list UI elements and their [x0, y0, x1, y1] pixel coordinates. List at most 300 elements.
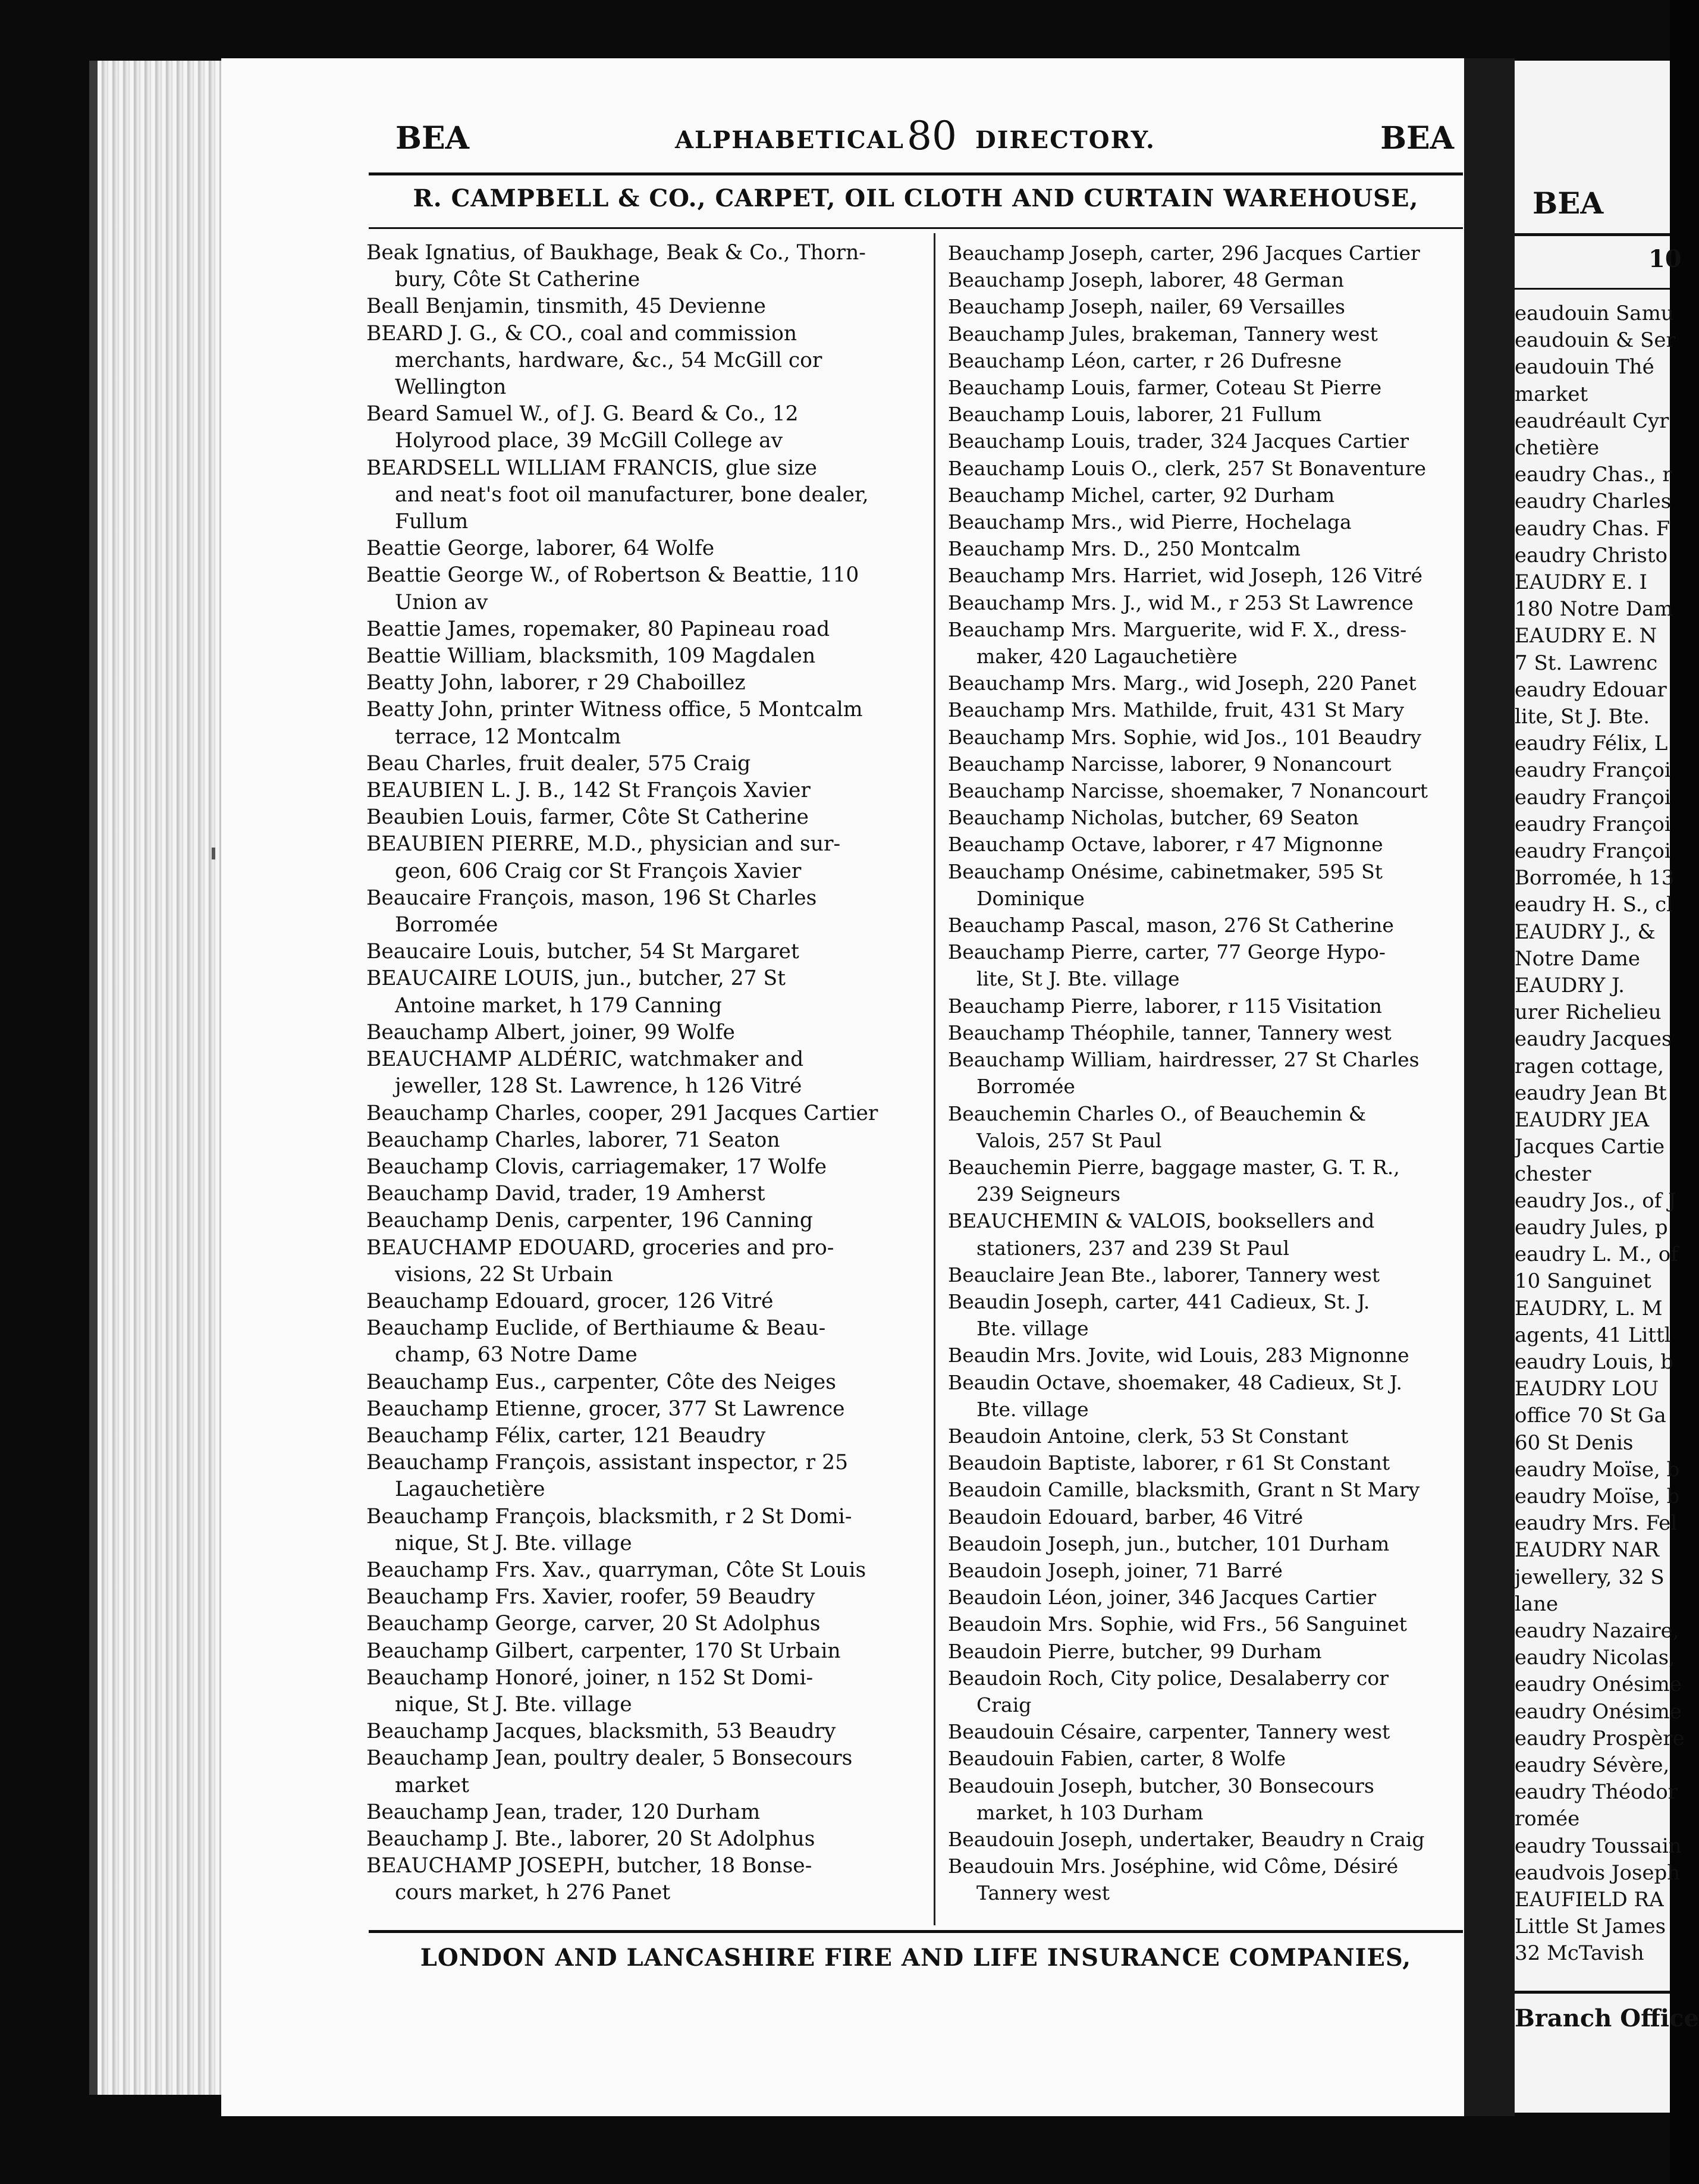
adjacent-line: chester	[1515, 1162, 1591, 1186]
adjacent-line: eaudry Moïse, b	[1515, 1457, 1680, 1482]
directory-entry	[948, 1504, 1465, 1530]
adjacent-line: jewellery, 32 S	[1515, 1565, 1665, 1589]
directory-entry	[366, 885, 925, 939]
entry-first-line: Beauchamp Joseph, nailer, 69 Versailles	[948, 295, 1345, 319]
directory-entry	[366, 1369, 925, 1396]
entry-continuation-line: market, h 103 Durham	[976, 1800, 1204, 1824]
adjacent-page-number-fragment: 10	[1648, 245, 1682, 273]
directory-entry	[948, 1638, 1465, 1665]
directory-entry	[366, 804, 925, 831]
directory-entry	[366, 1207, 925, 1234]
directory-entry	[948, 1584, 1465, 1611]
entry-first-line: Beauchamp Albert, joiner, 99 Wolfe	[366, 1020, 735, 1044]
entry-continuation-line: Craig	[976, 1693, 1032, 1717]
directory-entry	[948, 912, 1465, 939]
directory-entry	[948, 1288, 1465, 1342]
entry-continuation-line: market	[395, 1773, 469, 1797]
entry-first-line: Beaudin Octave, shoemaker, 48 Cadieux, St J.	[948, 1370, 1402, 1394]
entry-continuation-line: maker, 420 Lagauchetière	[976, 645, 1238, 669]
directory-entry	[948, 509, 1465, 535]
adjacent-line: lane	[1515, 1592, 1559, 1616]
entry-continuation-line: Fullum	[395, 510, 469, 534]
adjacent-line: eaudry Mrs. Fel	[1515, 1511, 1678, 1536]
entry-first-line: BEAUCHEMIN & VALOIS, booksellers and	[948, 1209, 1375, 1233]
adjacent-line: eaudry Françoi	[1515, 785, 1671, 809]
entry-continuation-line: geon, 606 Craig cor St François Xavier	[395, 859, 802, 883]
directory-entry	[366, 1638, 925, 1665]
entry-first-line: Beaudoin Joseph, joiner, 71 Barré	[948, 1558, 1283, 1582]
directory-entry	[948, 751, 1465, 777]
entry-first-line: Beaudoin Léon, joiner, 346 Jacques Cartier	[948, 1586, 1377, 1609]
adjacent-header-rule	[1515, 233, 1670, 236]
directory-entry	[366, 1853, 925, 1906]
directory-entry	[948, 1369, 1465, 1423]
adjacent-line: Jacques Cartie	[1515, 1135, 1665, 1159]
entry-first-line: Beaudoin Roch, City police, Desalaberry cor	[948, 1666, 1389, 1690]
directory-entry	[948, 1019, 1465, 1046]
directory-entry	[948, 804, 1465, 831]
directory-entry	[366, 643, 925, 670]
directory-entry	[948, 562, 1465, 589]
entry-continuation-line: merchants, hardware, &c., 54 McGill cor	[395, 348, 822, 372]
directory-entry	[948, 724, 1465, 751]
entry-first-line: Beattie William, blacksmith, 109 Magdalen	[366, 644, 816, 669]
directory-entry	[366, 1127, 925, 1154]
column-divider	[934, 233, 935, 1925]
entry-continuation-line: Borromée	[395, 913, 498, 937]
entry-first-line: Beattie George, laborer, 64 Wolfe	[366, 536, 715, 561]
directory-entry	[948, 374, 1465, 401]
directory-entry	[948, 1665, 1465, 1718]
directory-entry	[948, 482, 1465, 509]
directory-entry	[948, 1262, 1465, 1288]
directory-entry	[948, 535, 1465, 562]
adjacent-line: eaudry Nazaire,	[1515, 1618, 1679, 1643]
adjacent-footer-rule	[1515, 1991, 1670, 1994]
directory-entry	[366, 1557, 925, 1584]
adjacent-line: EAUDRY J.	[1515, 974, 1625, 998]
entry-first-line: Beauchamp Euclide, of Berthiaume & Beau-	[366, 1316, 826, 1341]
entry-first-line: Beauchamp Joseph, carter, 296 Jacques Cartier	[948, 241, 1420, 265]
entry-first-line: Beattie James, ropemaker, 80 Papineau road	[366, 617, 830, 641]
adjacent-line: EAUDRY J., &	[1515, 920, 1656, 944]
entry-first-line: Beattie George W., of Robertson & Beattie, 110	[366, 563, 859, 588]
entry-first-line: Beauchamp Joseph, laborer, 48 German	[948, 268, 1344, 292]
directory-entry	[948, 939, 1465, 992]
entry-first-line: Beaudouin Joseph, butcher, 30 Bonsecours	[948, 1774, 1374, 1797]
adjacent-line: eaudry Félix, L	[1515, 732, 1668, 756]
entry-first-line: BEAUCAIRE LOUIS, jun., butcher, 27 St	[366, 967, 786, 991]
directory-entry	[366, 1665, 925, 1718]
entry-first-line: Beaudin Joseph, carter, 441 Cadieux, St. J.	[948, 1289, 1370, 1313]
entry-first-line: Beaudin Mrs. Jovite, wid Louis, 283 Mignonne	[948, 1344, 1409, 1367]
directory-entry	[948, 670, 1465, 696]
adjacent-line: eaudry Jules, p	[1515, 1215, 1668, 1240]
entry-first-line: Beauchamp Onésime, cabinetmaker, 595 St	[948, 859, 1383, 883]
directory-entry	[948, 696, 1465, 723]
entry-first-line: BEARD J. G., & CO., coal and commission	[366, 321, 797, 346]
entry-first-line: Beaudoin Pierre, butcher, 99 Durham	[948, 1639, 1322, 1663]
directory-entry	[366, 1611, 925, 1637]
directory-entry	[366, 1235, 925, 1288]
adjacent-line: eaudréault Cyr	[1515, 409, 1669, 433]
entry-continuation-line: lite, St J. Bte. village	[976, 967, 1180, 991]
adjacent-line: Notre Dame	[1515, 946, 1640, 971]
entry-continuation-line: Bte. village	[976, 1397, 1089, 1421]
entry-first-line: Beauclaire Jean Bte., laborer, Tannery west	[948, 1263, 1380, 1286]
directory-entry	[948, 589, 1465, 616]
directory-entry	[366, 1396, 925, 1423]
advertisement-banner-bottom: LONDON AND LANCASHIRE FIRE AND LIFE INSURANCE COMPANIES,	[420, 1944, 1412, 1972]
directory-entry	[366, 965, 925, 1019]
directory-entry	[366, 1449, 925, 1503]
directory-entry	[948, 1100, 1465, 1154]
adjacent-line: eaudry Sévère,	[1515, 1753, 1670, 1777]
directory-entry	[948, 1557, 1465, 1584]
adjacent-page-guide-word: BEA	[1532, 186, 1604, 221]
directory-entry	[366, 670, 925, 696]
adjacent-line: 32 McTavish	[1515, 1941, 1644, 1966]
entry-first-line: Beatty John, laborer, r 29 Chaboillez	[366, 671, 746, 695]
adjacent-line: 10 Sanguinet	[1515, 1269, 1651, 1294]
adjacent-line: EAUDRY JEA	[1515, 1108, 1650, 1132]
running-header	[395, 113, 1454, 161]
adjacent-line: lite, St J. Bte.	[1515, 705, 1650, 729]
entry-first-line: Beauchamp Charles, laborer, 71 Seaton	[366, 1128, 780, 1152]
entry-first-line: Beall Benjamin, tinsmith, 45 Devienne	[366, 294, 766, 319]
entry-first-line: Beauchamp Narcisse, laborer, 9 Nonancourt	[948, 752, 1392, 776]
adjacent-line: eaudry Moïse, b	[1515, 1484, 1680, 1508]
adjacent-line: eaudouin & Ser	[1515, 328, 1676, 353]
entry-first-line: Beaubien Louis, farmer, Côte St Catherine	[366, 805, 809, 830]
adjacent-line: eaudry H. S., cl	[1515, 893, 1673, 917]
entry-continuation-line: Valois, 257 St Paul	[976, 1128, 1162, 1152]
entry-first-line: Beauchamp Denis, carpenter, 196 Canning	[366, 1209, 813, 1233]
adjacent-line: eaudry Chas., r	[1515, 463, 1672, 487]
entry-first-line: Beatty John, printer Witness office, 5 Montcalm	[366, 698, 863, 722]
entry-first-line: Beauchamp Mrs. Sophie, wid Jos., 101 Beaudry	[948, 725, 1422, 749]
entry-first-line: Beauchamp Frs. Xav., quarryman, Côte St Louis	[366, 1558, 866, 1582]
entry-first-line: BEAUBIEN PIERRE, M.D., physician and sur-	[366, 832, 841, 856]
entry-first-line: BEARDSELL WILLIAM FRANCIS, glue size	[366, 456, 817, 480]
adjacent-line: Little St James	[1515, 1915, 1666, 1939]
directory-entry	[366, 1504, 925, 1557]
adjacent-page-lines	[1515, 300, 1693, 1968]
entry-first-line: Beard Samuel W., of J. G. Beard & Co., 12	[366, 402, 799, 426]
directory-entry	[948, 1853, 1465, 1906]
entry-first-line: Beauchamp David, trader, 19 Amherst	[366, 1182, 765, 1206]
adjacent-line: agents, 41 Littl	[1515, 1323, 1671, 1347]
entry-continuation-line: nique, St J. Bte. village	[395, 1692, 632, 1717]
entry-first-line: Beaudoin Edouard, barber, 46 Vitré	[948, 1505, 1304, 1529]
directory-entry	[948, 993, 1465, 1019]
directory-entry	[366, 1826, 925, 1853]
entry-first-line: Beaucaire Louis, butcher, 54 St Margaret	[366, 940, 799, 964]
directory-entry	[948, 1046, 1465, 1100]
directory-entry	[948, 1449, 1465, 1476]
entry-first-line: Beaudoin Antoine, clerk, 53 St Constant	[948, 1424, 1349, 1448]
adjacent-line: eaudry Françoi	[1515, 758, 1671, 783]
adjacent-line: market	[1515, 382, 1588, 406]
entry-first-line: Beauchamp François, assistant inspector, r 25	[366, 1451, 849, 1475]
directory-entry	[366, 401, 925, 454]
directory-entry	[948, 1342, 1465, 1369]
directory-entry	[948, 401, 1465, 428]
header-right-guide-word: BEA	[1380, 120, 1454, 156]
directory-entry	[948, 455, 1465, 482]
entry-first-line: Beauchamp Etienne, grocer, 377 St Lawrence	[366, 1397, 845, 1421]
entry-first-line: Beauchamp Félix, carter, 121 Beaudry	[366, 1423, 766, 1448]
directory-entry	[948, 1611, 1465, 1637]
entry-first-line: Beauchamp Mrs. Marg., wid Joseph, 220 Panet	[948, 671, 1417, 695]
adjacent-line: EAUDRY E. N	[1515, 624, 1657, 648]
entry-first-line: Beauchamp Nicholas, butcher, 69 Seaton	[948, 806, 1359, 830]
entry-continuation-line: jeweller, 128 St. Lawrence, h 126 Vitré	[395, 1074, 802, 1099]
entry-first-line: Beauchemin Pierre, baggage master, G. T. R.,	[948, 1155, 1400, 1179]
book-page-edges	[89, 61, 234, 2095]
entry-first-line: Beauchamp François, blacksmith, r 2 St Domi-	[366, 1504, 852, 1529]
directory-entry	[366, 751, 925, 777]
directory-entry	[366, 1745, 925, 1799]
entry-first-line: Beauchamp George, carver, 20 St Adolphus	[366, 1612, 821, 1636]
entry-continuation-line: and neat's foot oil manufacturer, bone dealer,	[395, 482, 869, 507]
adjacent-line: eaudry Nicolas,	[1515, 1646, 1675, 1670]
entry-first-line: Beauchamp Louis, farmer, Coteau St Pierre	[948, 376, 1382, 400]
entry-first-line: Beaucaire François, mason, 196 St Charles	[366, 886, 817, 910]
adjacent-line: eaudry Louis, b	[1515, 1350, 1673, 1374]
directory-entry	[948, 321, 1465, 347]
entry-first-line: Beauchamp Pascal, mason, 276 St Catherine	[948, 914, 1394, 937]
directory-entry	[948, 347, 1465, 374]
directory-entry	[948, 240, 1465, 266]
header-left-guide-word: BEA	[395, 120, 469, 156]
adjacent-line: eaudry Françoi	[1515, 812, 1671, 836]
adjacent-line: eaudry Toussain	[1515, 1834, 1682, 1858]
directory-entry	[948, 1154, 1465, 1207]
directory-entry	[948, 858, 1465, 912]
entry-first-line: Beauchamp Jacques, blacksmith, 53 Beaudry	[366, 1719, 836, 1744]
directory-entry	[948, 1530, 1465, 1557]
entry-first-line: BEAUCHAMP JOSEPH, butcher, 18 Bonse-	[366, 1854, 812, 1878]
adjacent-line: eaudry Jos., of J	[1515, 1188, 1676, 1213]
adjacent-line: urer Richelieu	[1515, 1000, 1662, 1025]
entry-first-line: Beauchamp Louis, trader, 324 Jacques Cartier	[948, 429, 1409, 453]
entry-first-line: Beauchamp Mrs. Mathilde, fruit, 431 St Mary	[948, 698, 1404, 722]
directory-entry	[366, 1100, 925, 1127]
entry-first-line: Beauchemin Charles O., of Beauchemin &	[948, 1102, 1367, 1125]
entry-continuation-line: Holyrood place, 39 McGill College av	[395, 429, 783, 453]
adjacent-line: eaudry Onésime	[1515, 1672, 1682, 1697]
directory-entry	[366, 240, 925, 293]
entry-continuation-line: 239 Seigneurs	[976, 1182, 1121, 1206]
adjacent-line: EAUDRY E. I	[1515, 570, 1647, 595]
header-rule	[369, 172, 1463, 175]
entry-first-line: Beauchamp Jean, poultry dealer, 5 Bonsecours	[366, 1746, 853, 1771]
entry-continuation-line: bury, Côte St Catherine	[395, 268, 640, 292]
entry-first-line: Beauchamp Louis, laborer, 21 Fullum	[948, 403, 1322, 426]
directory-entry	[366, 831, 925, 884]
entry-first-line: Beauchamp Mrs., wid Pierre, Hochelaga	[948, 510, 1352, 534]
directory-entry	[366, 1315, 925, 1369]
directory-entry	[366, 1288, 925, 1315]
adjacent-line: romée	[1515, 1807, 1580, 1831]
adjacent-line: EAUFIELD RA	[1515, 1887, 1664, 1912]
directory-entry	[366, 777, 925, 804]
directory-entry	[366, 696, 925, 750]
adjacent-footer-fragment: Branch Office	[1515, 2004, 1699, 2032]
entry-continuation-line: stationers, 237 and 239 St Paul	[976, 1236, 1290, 1260]
entry-first-line: Beauchamp Frs. Xavier, roofer, 59 Beaudry	[366, 1585, 815, 1609]
adjacent-line: eaudry Christo	[1515, 543, 1667, 567]
directory-entry	[948, 1207, 1465, 1261]
directory-entry	[366, 939, 925, 965]
adjacent-line: office 70 St Ga	[1515, 1404, 1666, 1428]
directory-entry	[366, 562, 925, 616]
entry-first-line: Beauchamp Narcisse, shoemaker, 7 Nonancourt	[948, 779, 1428, 803]
entry-continuation-line: champ, 63 Notre Dame	[395, 1343, 637, 1367]
left-column-entries	[366, 240, 925, 1907]
directory-entry	[948, 616, 1465, 670]
directory-entry	[948, 1423, 1465, 1449]
adjacent-banner-rule	[1515, 288, 1670, 290]
footer-rule	[369, 1930, 1463, 1933]
entry-first-line: Beauchamp J. Bte., laborer, 20 St Adolphus	[366, 1827, 815, 1851]
entry-first-line: Beauchamp Théophile, tanner, Tannery west	[948, 1021, 1392, 1044]
adjacent-line: 60 St Denis	[1515, 1430, 1634, 1455]
adjacent-line: eaudvois Joseph	[1515, 1860, 1681, 1885]
entry-first-line: Beauchamp Honoré, joiner, n 152 St Domi-	[366, 1665, 814, 1690]
entry-continuation-line: cours market, h 276 Panet	[395, 1881, 671, 1905]
directory-entry	[948, 293, 1465, 320]
directory-entry	[366, 321, 925, 401]
directory-entry	[948, 1826, 1465, 1853]
adjacent-line: eaudry Françoi	[1515, 839, 1671, 864]
entry-first-line: Beauchamp Léon, carter, r 26 Dufresne	[948, 349, 1342, 372]
entry-first-line: BEAUBIEN L. J. B., 142 St François Xavier	[366, 779, 811, 803]
entry-first-line: Beaudouin Joseph, undertaker, Beaudry n Craig	[948, 1827, 1425, 1851]
directory-entry	[948, 1772, 1465, 1826]
entry-continuation-line: Bte. village	[976, 1317, 1089, 1341]
directory-entry	[366, 1718, 925, 1745]
entry-first-line: Beauchamp Louis O., clerk, 257 St Bonaventure	[948, 456, 1427, 480]
entry-first-line: Beauchamp Edouard, grocer, 126 Vitré	[366, 1289, 774, 1313]
entry-first-line: Beauchamp Jules, brakeman, Tannery west	[948, 322, 1378, 346]
adjacent-line: eaudouin Thé	[1515, 355, 1654, 379]
entry-first-line: Beaudoin Camille, blacksmith, Grant n St Mary	[948, 1478, 1420, 1502]
entry-first-line: Beauchamp Jean, trader, 120 Durham	[366, 1800, 761, 1824]
directory-entry	[366, 1799, 925, 1826]
entry-continuation-line: terrace, 12 Montcalm	[395, 724, 621, 749]
entry-first-line: Beauchamp William, hairdresser, 27 St Charles	[948, 1048, 1420, 1072]
entry-first-line: Beauchamp Octave, laborer, r 47 Mignonne	[948, 833, 1383, 856]
advertisement-banner-top: R. CAMPBELL & CO., CARPET, OIL CLOTH AND CURTAIN WAREHOUSE,	[413, 184, 1419, 212]
directory-entry	[366, 1423, 925, 1449]
adjacent-line: eaudry L. M., of	[1515, 1242, 1678, 1267]
entry-continuation-line: Dominique	[976, 886, 1085, 910]
directory-entry	[948, 1745, 1465, 1772]
directory-entry	[366, 293, 925, 320]
adjacent-line: EAUDRY NAR	[1515, 1538, 1659, 1562]
directory-entry	[948, 266, 1465, 293]
directory-entry	[948, 1476, 1465, 1503]
adjacent-line: eaudry Edouar	[1515, 677, 1667, 702]
entry-continuation-line: Union av	[395, 590, 488, 614]
directory-entry	[366, 1154, 925, 1181]
adjacent-line: eaudry Jean Bt	[1515, 1081, 1667, 1105]
entry-first-line: Beak Ignatius, of Baukhage, Beak & Co., Thorn-	[366, 241, 866, 265]
entry-first-line: Beaudouin Mrs. Joséphine, wid Côme, Désiré	[948, 1854, 1399, 1878]
entry-first-line: BEAUCHAMP EDOUARD, groceries and pro-	[366, 1235, 834, 1260]
entry-first-line: Beau Charles, fruit dealer, 575 Craig	[366, 751, 751, 776]
directory-entry	[366, 1046, 925, 1100]
entry-first-line: Beaudoin Baptiste, laborer, r 61 St Constant	[948, 1451, 1390, 1475]
adjacent-line: eaudry Onésime	[1515, 1699, 1682, 1724]
adjacent-line: 7 St. Lawrenc	[1515, 651, 1658, 675]
adjacent-line: Borromée, h 13	[1515, 866, 1675, 890]
entry-first-line: Beauchamp Mrs. Marguerite, wid F. X., dress-	[948, 617, 1407, 641]
directory-entry	[948, 1718, 1465, 1745]
adjacent-line: eaudry Jacques	[1515, 1027, 1672, 1052]
entry-first-line: Beauchamp Pierre, laborer, r 115 Visitation	[948, 994, 1382, 1018]
right-column-entries	[948, 240, 1465, 1907]
entry-first-line: BEAUCHAMP ALDÉRIC, watchmaker and	[366, 1047, 804, 1072]
directory-entry	[366, 1584, 925, 1611]
entry-first-line: Beauchamp Clovis, carriagemaker, 17 Wolfe	[366, 1154, 827, 1179]
directory-entry	[366, 616, 925, 643]
header-title-right: DIRECTORY.	[975, 126, 1155, 154]
entry-continuation-line: Antoine market, h 179 Canning	[395, 993, 723, 1018]
directory-entry	[948, 777, 1465, 804]
page-number: 80	[907, 113, 957, 159]
adjacent-line: eaudry Charles	[1515, 489, 1672, 514]
directory-entry	[366, 535, 925, 562]
entry-continuation-line: nique, St J. Bte. village	[395, 1531, 632, 1555]
directory-entry	[366, 1181, 925, 1207]
directory-entry	[366, 1019, 925, 1046]
entry-continuation-line: Lagauchetière	[395, 1477, 545, 1502]
adjacent-line: eaudry Prospère	[1515, 1726, 1685, 1750]
adjacent-line: eaudry Chas. F	[1515, 516, 1670, 541]
entry-continuation-line: visions, 22 St Urbain	[395, 1262, 613, 1286]
book-spine-gutter	[1464, 58, 1515, 2116]
entry-first-line: Beauchamp Mrs. J., wid M., r 253 St Lawrence	[948, 591, 1414, 614]
adjacent-line: EAUDRY, L. M	[1515, 1296, 1663, 1320]
scan-speck	[212, 848, 215, 859]
entry-continuation-line: Wellington	[395, 375, 507, 400]
adjacent-line: eaudouin Samu	[1515, 302, 1674, 325]
adjacent-line: EAUDRY LOU	[1515, 1377, 1659, 1401]
entry-continuation-line: Borromée	[976, 1075, 1075, 1099]
adjacent-line: chetière	[1515, 436, 1600, 460]
banner-rule	[369, 227, 1463, 229]
entry-first-line: Beaudouin Césaire, carpenter, Tannery west	[948, 1720, 1390, 1744]
entry-first-line: Beaudoin Joseph, jun., butcher, 101 Durham	[948, 1532, 1390, 1555]
directory-entry	[948, 428, 1465, 454]
entry-first-line: Beauchamp Gilbert, carpenter, 170 St Urbain	[366, 1639, 841, 1663]
adjacent-page-fragment	[1515, 61, 1699, 2113]
entry-first-line: Beauchamp Eus., carpenter, Côte des Neiges	[366, 1370, 836, 1394]
entry-first-line: Beaudouin Fabien, carter, 8 Wolfe	[948, 1747, 1286, 1771]
entry-first-line: Beauchamp Mrs. D., 250 Montcalm	[948, 537, 1301, 561]
header-title-left: ALPHABETICAL	[675, 126, 905, 154]
entry-first-line: Beauchamp Mrs. Harriet, wid Joseph, 126 Vitré	[948, 564, 1423, 588]
directory-entry	[366, 455, 925, 536]
adjacent-line: eaudry Théodor	[1515, 1780, 1678, 1805]
directory-entry	[948, 831, 1465, 858]
entry-first-line: Beaudoin Mrs. Sophie, wid Frs., 56 Sanguinet	[948, 1612, 1407, 1636]
entry-continuation-line: Tannery west	[976, 1881, 1110, 1905]
adjacent-line: 180 Notre Dam	[1515, 597, 1673, 622]
